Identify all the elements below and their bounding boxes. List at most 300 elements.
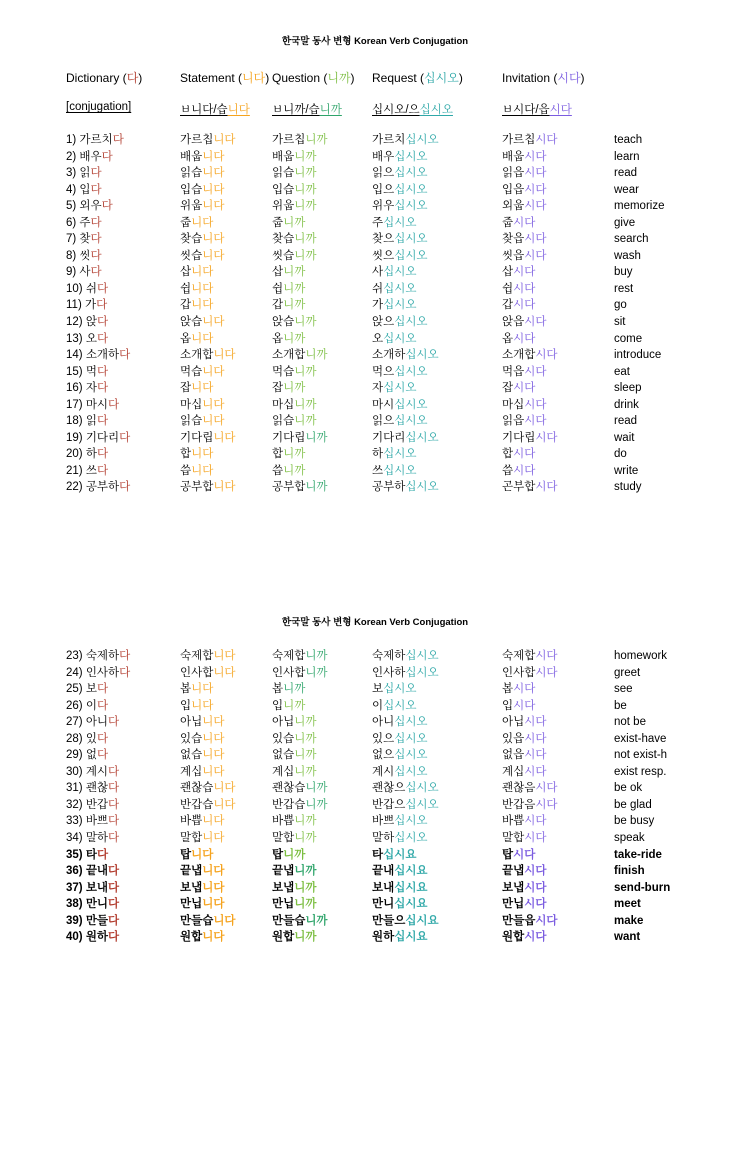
question-suffix: 니까 (283, 266, 306, 279)
table-row (66, 896, 748, 913)
verb-stem: 38) 만니 (66, 898, 109, 911)
verb-stem: 20) 하 (66, 448, 97, 461)
question-suffix: 니까 (283, 332, 306, 345)
english-gloss: buy (614, 266, 633, 279)
invitation-suffix: 시다 (535, 914, 558, 927)
invitation-cell (502, 248, 614, 265)
statement-suffix: 니다 (213, 349, 236, 362)
request-suffix: 십시오 (394, 732, 428, 745)
verb-stem: 씻으 (372, 249, 395, 262)
table-row (66, 780, 748, 797)
dictionary-suffix: 다 (96, 382, 109, 395)
verb-stem: 인사합 (180, 666, 214, 679)
invitation-cell (502, 413, 614, 430)
page-title: 한국말 동사 변형 Korean Verb Conjugation (281, 617, 469, 628)
statement-suffix: 니다 (202, 150, 225, 163)
table-row (66, 813, 748, 830)
invitation-suffix: 시다 (513, 848, 536, 861)
question-cell (272, 231, 372, 248)
english-gloss: do (614, 448, 627, 461)
invitation-suffix: 시다 (524, 415, 547, 428)
verb-stem: 보 (372, 683, 384, 696)
invitation-suffix: 시다 (524, 931, 547, 944)
table-row (66, 830, 748, 847)
question-suffix: 니까 (305, 349, 328, 362)
invitation-cell (502, 463, 614, 480)
verb-stem: 씻읍 (502, 249, 525, 262)
dictionary-cell (66, 165, 180, 182)
verb-stem: 찾읍 (502, 233, 525, 246)
verb-stem: 8) 씻 (66, 249, 91, 262)
invitation-suffix: 시다 (535, 798, 558, 811)
verb-stem: 있습 (272, 732, 295, 745)
dictionary-cell (66, 215, 180, 232)
dictionary-cell (66, 198, 180, 215)
statement-cell (180, 215, 272, 232)
statement-suffix: 니다 (191, 332, 214, 345)
question-cell (272, 347, 372, 364)
dictionary-suffix: 다 (119, 650, 131, 662)
verb-stem: 가르칩 (272, 134, 306, 146)
dictionary-cell (66, 764, 180, 781)
verb-stem: 가르칩 (180, 134, 214, 146)
request-cell (372, 248, 502, 265)
request-suffix: 십시오 (383, 448, 417, 461)
verb-stem: 오 (372, 332, 384, 345)
dictionary-cell (66, 413, 180, 430)
invitation-cell (502, 215, 614, 232)
table-row (66, 764, 748, 781)
verb-stem: 숙제하 (372, 650, 406, 662)
request-cell (372, 264, 502, 281)
verb-stem: 말합 (502, 832, 525, 845)
table-row (66, 132, 748, 149)
invitation-suffix: 시다 (513, 464, 536, 477)
dictionary-cell (66, 813, 180, 830)
header-text: Question ( (272, 71, 328, 85)
verb-stem: 마십 (272, 398, 295, 411)
verb-stem: 읽습 (180, 415, 203, 428)
request-cell (372, 215, 502, 232)
statement-suffix: 니다 (202, 732, 225, 745)
dictionary-cell (66, 780, 180, 797)
verb-stem: 갑 (502, 299, 514, 312)
conjugation-invitation-pattern (502, 101, 614, 117)
invitation-suffix: 시다 (524, 732, 547, 745)
request-cell (372, 132, 502, 149)
request-cell (372, 430, 502, 447)
verb-stem: 먹으 (372, 365, 395, 378)
verb-stem: 끝냅 (272, 865, 295, 878)
statement-cell (180, 681, 272, 698)
invitation-suffix: 시다 (524, 200, 547, 213)
verb-stem: 34) 말하 (66, 832, 109, 845)
dictionary-suffix: 다 (96, 415, 109, 428)
question-suffix: 니까 (294, 200, 317, 213)
table-row (66, 698, 748, 715)
invitation-cell (502, 165, 614, 182)
request-suffix: 십시오 (419, 104, 453, 116)
statement-suffix: 니다 (191, 699, 214, 712)
request-cell (372, 297, 502, 314)
verb-stem: 가르치 (372, 134, 406, 146)
verb-stem: 없습 (180, 749, 203, 762)
dictionary-cell (66, 913, 180, 930)
invitation-cell (502, 314, 614, 331)
dictionary-cell (66, 281, 180, 298)
verb-stem: 숙제합 (502, 650, 536, 662)
dictionary-suffix: 다 (96, 683, 109, 696)
question-suffix: 니까 (283, 448, 306, 461)
table-row (66, 182, 748, 199)
verb-table-page-1 (66, 132, 748, 496)
invitation-suffix: 시다 (524, 233, 547, 246)
question-cell (272, 463, 372, 480)
invitation-cell (502, 397, 614, 414)
statement-suffix: 니다 (213, 914, 236, 927)
verb-stem: 쉽 (502, 282, 514, 295)
verb-stem: 있으 (372, 732, 395, 745)
statement-suffix: 니다 (191, 848, 214, 861)
question-suffix: 니까 (305, 782, 328, 795)
question-suffix: 니까 (294, 865, 317, 878)
verb-stem: 계십 (502, 765, 525, 778)
question-suffix: 니까 (294, 365, 317, 378)
question-cell (272, 380, 372, 397)
verb-stem: 배우 (372, 150, 395, 163)
verb-stem: 찾습 (180, 233, 203, 246)
request-suffix: 십시요 (394, 898, 428, 911)
verb-stem: 옵 (502, 332, 514, 345)
verb-stem: 말합 (272, 832, 295, 845)
invitation-suffix: 시다 (535, 481, 558, 494)
question-suffix: 니까 (294, 815, 317, 828)
question-cell (272, 681, 372, 698)
question-cell (272, 149, 372, 166)
verb-stem: 소개합 (502, 349, 536, 362)
verb-stem: 자 (372, 382, 384, 395)
table-row (66, 165, 748, 182)
table-row (66, 198, 748, 215)
verb-stem: 줍 (272, 216, 284, 229)
verb-stem: 2) 배우 (66, 150, 102, 163)
verb-stem: 27) 아니 (66, 716, 109, 729)
header-text: ) (458, 71, 463, 85)
verb-stem: 기다립 (272, 431, 306, 444)
dictionary-suffix: 다 (96, 848, 109, 861)
invitation-cell (502, 896, 614, 913)
verb-stem: 입 (502, 699, 514, 712)
request-suffix: 십시오 (383, 266, 417, 279)
question-suffix: 니까 (294, 150, 317, 163)
dictionary-suffix: 다 (90, 266, 102, 279)
verb-stem: 말하 (372, 832, 395, 845)
invitation-cell (502, 430, 614, 447)
question-suffix: 니까 (294, 316, 317, 329)
verb-stem: 반갑습 (180, 798, 214, 811)
statement-cell (180, 182, 272, 199)
verb-stem: 탑 (272, 848, 284, 861)
verb-stem: 10) 쉬 (66, 282, 97, 295)
english-gloss: sit (614, 316, 626, 329)
invitation-cell (502, 149, 614, 166)
request-cell (372, 648, 502, 665)
english-gloss: memorize (614, 200, 665, 213)
verb-stem: 먹읍 (502, 365, 525, 378)
english-gloss: speak (614, 832, 645, 845)
question-cell (272, 648, 372, 665)
question-suffix: 니까 (305, 650, 328, 662)
verb-stem: 사 (372, 266, 384, 279)
dictionary-cell (66, 182, 180, 199)
statement-cell (180, 149, 272, 166)
statement-suffix: 니다 (191, 448, 214, 461)
verb-stem: 하 (372, 448, 384, 461)
verb-stem: 소개합 (272, 349, 306, 362)
dictionary-cell (66, 681, 180, 698)
invitation-cell (502, 698, 614, 715)
question-suffix: 니까 (294, 931, 317, 944)
english-gloss: homework (614, 650, 668, 662)
empty-cell (614, 101, 748, 117)
verb-stem: 28) 있 (66, 732, 97, 745)
statement-cell (180, 797, 272, 814)
question-cell (272, 215, 372, 232)
verb-stem: 아닙 (502, 716, 525, 729)
dictionary-cell (66, 463, 180, 480)
english-gloss: come (614, 332, 643, 345)
dictionary-suffix: 다 (96, 448, 109, 461)
header-text: Statement ( (180, 71, 243, 85)
request-suffix: 십시오 (383, 699, 417, 712)
request-cell (372, 813, 502, 830)
dictionary-suffix: 다 (108, 716, 120, 729)
verb-stem: 잡 (502, 382, 514, 395)
verb-stem: 계십 (180, 765, 203, 778)
statement-suffix: 니다 (213, 481, 236, 494)
invitation-suffix: 시다 (524, 365, 547, 378)
table-row (66, 463, 748, 480)
verb-stem: 입 (272, 699, 284, 712)
pattern-text: ㅂ니까/습 (272, 104, 320, 116)
question-suffix: 니까 (294, 832, 317, 845)
question-cell (272, 896, 372, 913)
verb-stem: 없으 (372, 749, 395, 762)
statement-suffix: 니다 (213, 431, 236, 444)
invitation-cell (502, 665, 614, 682)
question-cell (272, 430, 372, 447)
invitation-suffix: 시다 (513, 266, 536, 279)
question-cell (272, 297, 372, 314)
verb-stem: 없습 (272, 749, 295, 762)
statement-cell (180, 413, 272, 430)
request-suffix: 십시요 (394, 931, 428, 944)
header-text: Dictionary ( (66, 71, 127, 85)
verb-stem: 원합 (180, 931, 203, 944)
english-gloss: introduce (614, 349, 662, 362)
request-cell (372, 479, 502, 496)
question-cell (272, 731, 372, 748)
question-cell (272, 314, 372, 331)
dictionary-cell (66, 297, 180, 314)
invitation-suffix: 시다 (535, 666, 558, 679)
verb-stem: 39) 만들 (66, 914, 109, 927)
request-cell (372, 747, 502, 764)
statement-suffix: 니다 (213, 782, 236, 795)
english-gloss: exist resp. (614, 765, 667, 778)
invitation-suffix: 시다 (513, 382, 536, 395)
verb-stem: 보냅 (180, 881, 203, 894)
verb-stem: 앉으 (372, 316, 395, 329)
verb-stem: 봅 (272, 683, 284, 696)
conjugation-statement-pattern (180, 101, 272, 117)
invitation-cell (502, 797, 614, 814)
column-headers (66, 69, 748, 86)
dictionary-cell (66, 397, 180, 414)
dictionary-cell (66, 830, 180, 847)
verb-stem: 먹습 (272, 365, 295, 378)
dictionary-cell (66, 714, 180, 731)
question-cell (272, 413, 372, 430)
dictionary-suffix: 다 (108, 931, 120, 944)
question-suffix: 니까 (305, 798, 328, 811)
verb-stem: 소개하 (372, 349, 406, 362)
question-suffix: 니까 (305, 431, 328, 444)
request-cell (372, 863, 502, 880)
table-row (66, 397, 748, 414)
verb-stem: 13) 오 (66, 332, 97, 345)
verb-stem: 입으 (372, 183, 395, 196)
english-gloss: be glad (614, 798, 652, 811)
verb-stem: 24) 인사하 (66, 666, 120, 679)
question-suffix: 니까 (294, 233, 317, 246)
request-suffix: 십시오 (394, 316, 428, 329)
request-suffix: 십시요 (405, 914, 439, 927)
verb-stem: 읽으 (372, 167, 395, 180)
request-suffix: 십시오 (405, 481, 439, 494)
table-row (66, 665, 748, 682)
request-suffix: 십시오 (394, 183, 428, 196)
invitation-cell (502, 648, 614, 665)
question-cell (272, 331, 372, 348)
verb-stem: 쉽 (180, 282, 192, 295)
table-row (66, 430, 748, 447)
statement-cell (180, 764, 272, 781)
request-suffix: 십시오 (394, 765, 428, 778)
verb-stem: 계십 (272, 765, 295, 778)
verb-stem: 30) 계시 (66, 765, 109, 778)
statement-suffix: 니다 (202, 815, 225, 828)
header-text: Request ( (372, 71, 425, 85)
statement-suffix: 니다 (202, 316, 225, 329)
verb-stem: 옵 (180, 332, 192, 345)
table-row (66, 297, 748, 314)
verb-stem: 삽 (272, 266, 284, 279)
request-cell (372, 463, 502, 480)
question-cell (272, 797, 372, 814)
request-cell (372, 413, 502, 430)
question-suffix: 니까 (294, 249, 317, 262)
dictionary-suffix: 다 (108, 765, 120, 778)
invitation-suffix: 시다 (524, 167, 547, 180)
request-suffix: 십시오 (394, 233, 428, 246)
verb-stem: 씁 (272, 464, 284, 477)
question-cell (272, 397, 372, 414)
invitation-suffix: 시다 (524, 398, 547, 411)
question-suffix: 니까 (294, 765, 317, 778)
verb-stem: 공부합 (272, 481, 306, 494)
verb-stem: 괜찮습 (272, 782, 306, 795)
statement-suffix: 니다 (202, 415, 225, 428)
statement-cell (180, 463, 272, 480)
dictionary-suffix: 다 (108, 865, 120, 878)
dictionary-cell (66, 747, 180, 764)
invitation-cell (502, 714, 614, 731)
invitation-cell (502, 747, 614, 764)
request-suffix: 십시오 (405, 650, 439, 662)
verb-stem: 괜찮음 (502, 782, 536, 795)
invitation-cell (502, 182, 614, 199)
request-cell (372, 665, 502, 682)
english-gloss: wait (614, 431, 635, 444)
invitation-suffix: 시다 (524, 832, 547, 845)
verb-stem: 씁 (502, 464, 514, 477)
dictionary-suffix: 다 (90, 233, 102, 246)
question-cell (272, 929, 372, 946)
verb-stem: 끝냅 (502, 865, 525, 878)
dictionary-cell (66, 149, 180, 166)
question-suffix: 니까 (294, 749, 317, 762)
request-suffix: 십시오 (394, 716, 428, 729)
request-cell (372, 764, 502, 781)
statement-cell (180, 929, 272, 946)
dictionary-suffix: 다 (90, 216, 102, 229)
statement-cell (180, 813, 272, 830)
verb-stem: 입 (180, 699, 192, 712)
dictionary-suffix: 다 (108, 815, 120, 828)
pattern-text: ㅂ시다/읍 (502, 104, 550, 116)
verb-stem: 끝냅 (180, 865, 203, 878)
request-suffix: 십시오 (383, 332, 417, 345)
request-suffix: 십시오 (383, 282, 417, 295)
dictionary-suffix: 다 (101, 150, 113, 163)
dictionary-suffix: 다 (108, 914, 120, 927)
question-suffix: 니까 (283, 683, 306, 696)
dictionary-suffix: 다 (108, 782, 120, 795)
question-cell (272, 248, 372, 265)
statement-suffix: 니다 (202, 200, 225, 213)
invitation-suffix: 시다 (513, 683, 536, 696)
invitation-cell (502, 929, 614, 946)
verb-stem: 26) 이 (66, 699, 97, 712)
verb-stem: 잡 (272, 382, 284, 395)
statement-cell (180, 231, 272, 248)
verb-stem: 반갑음 (502, 798, 536, 811)
request-cell (372, 231, 502, 248)
column-header-dictionary (66, 69, 180, 86)
verb-stem: 만들으 (372, 914, 406, 927)
verb-stem: 쉽 (272, 282, 284, 295)
verb-stem: 배웁 (272, 150, 295, 163)
request-cell (372, 847, 502, 864)
table-row (66, 331, 748, 348)
verb-stem: 숙제합 (272, 650, 306, 662)
invitation-cell (502, 681, 614, 698)
verb-stem: 씁 (180, 464, 192, 477)
statement-suffix: 니다 (227, 104, 250, 116)
statement-cell (180, 248, 272, 265)
verb-stem: 마십 (180, 398, 203, 411)
